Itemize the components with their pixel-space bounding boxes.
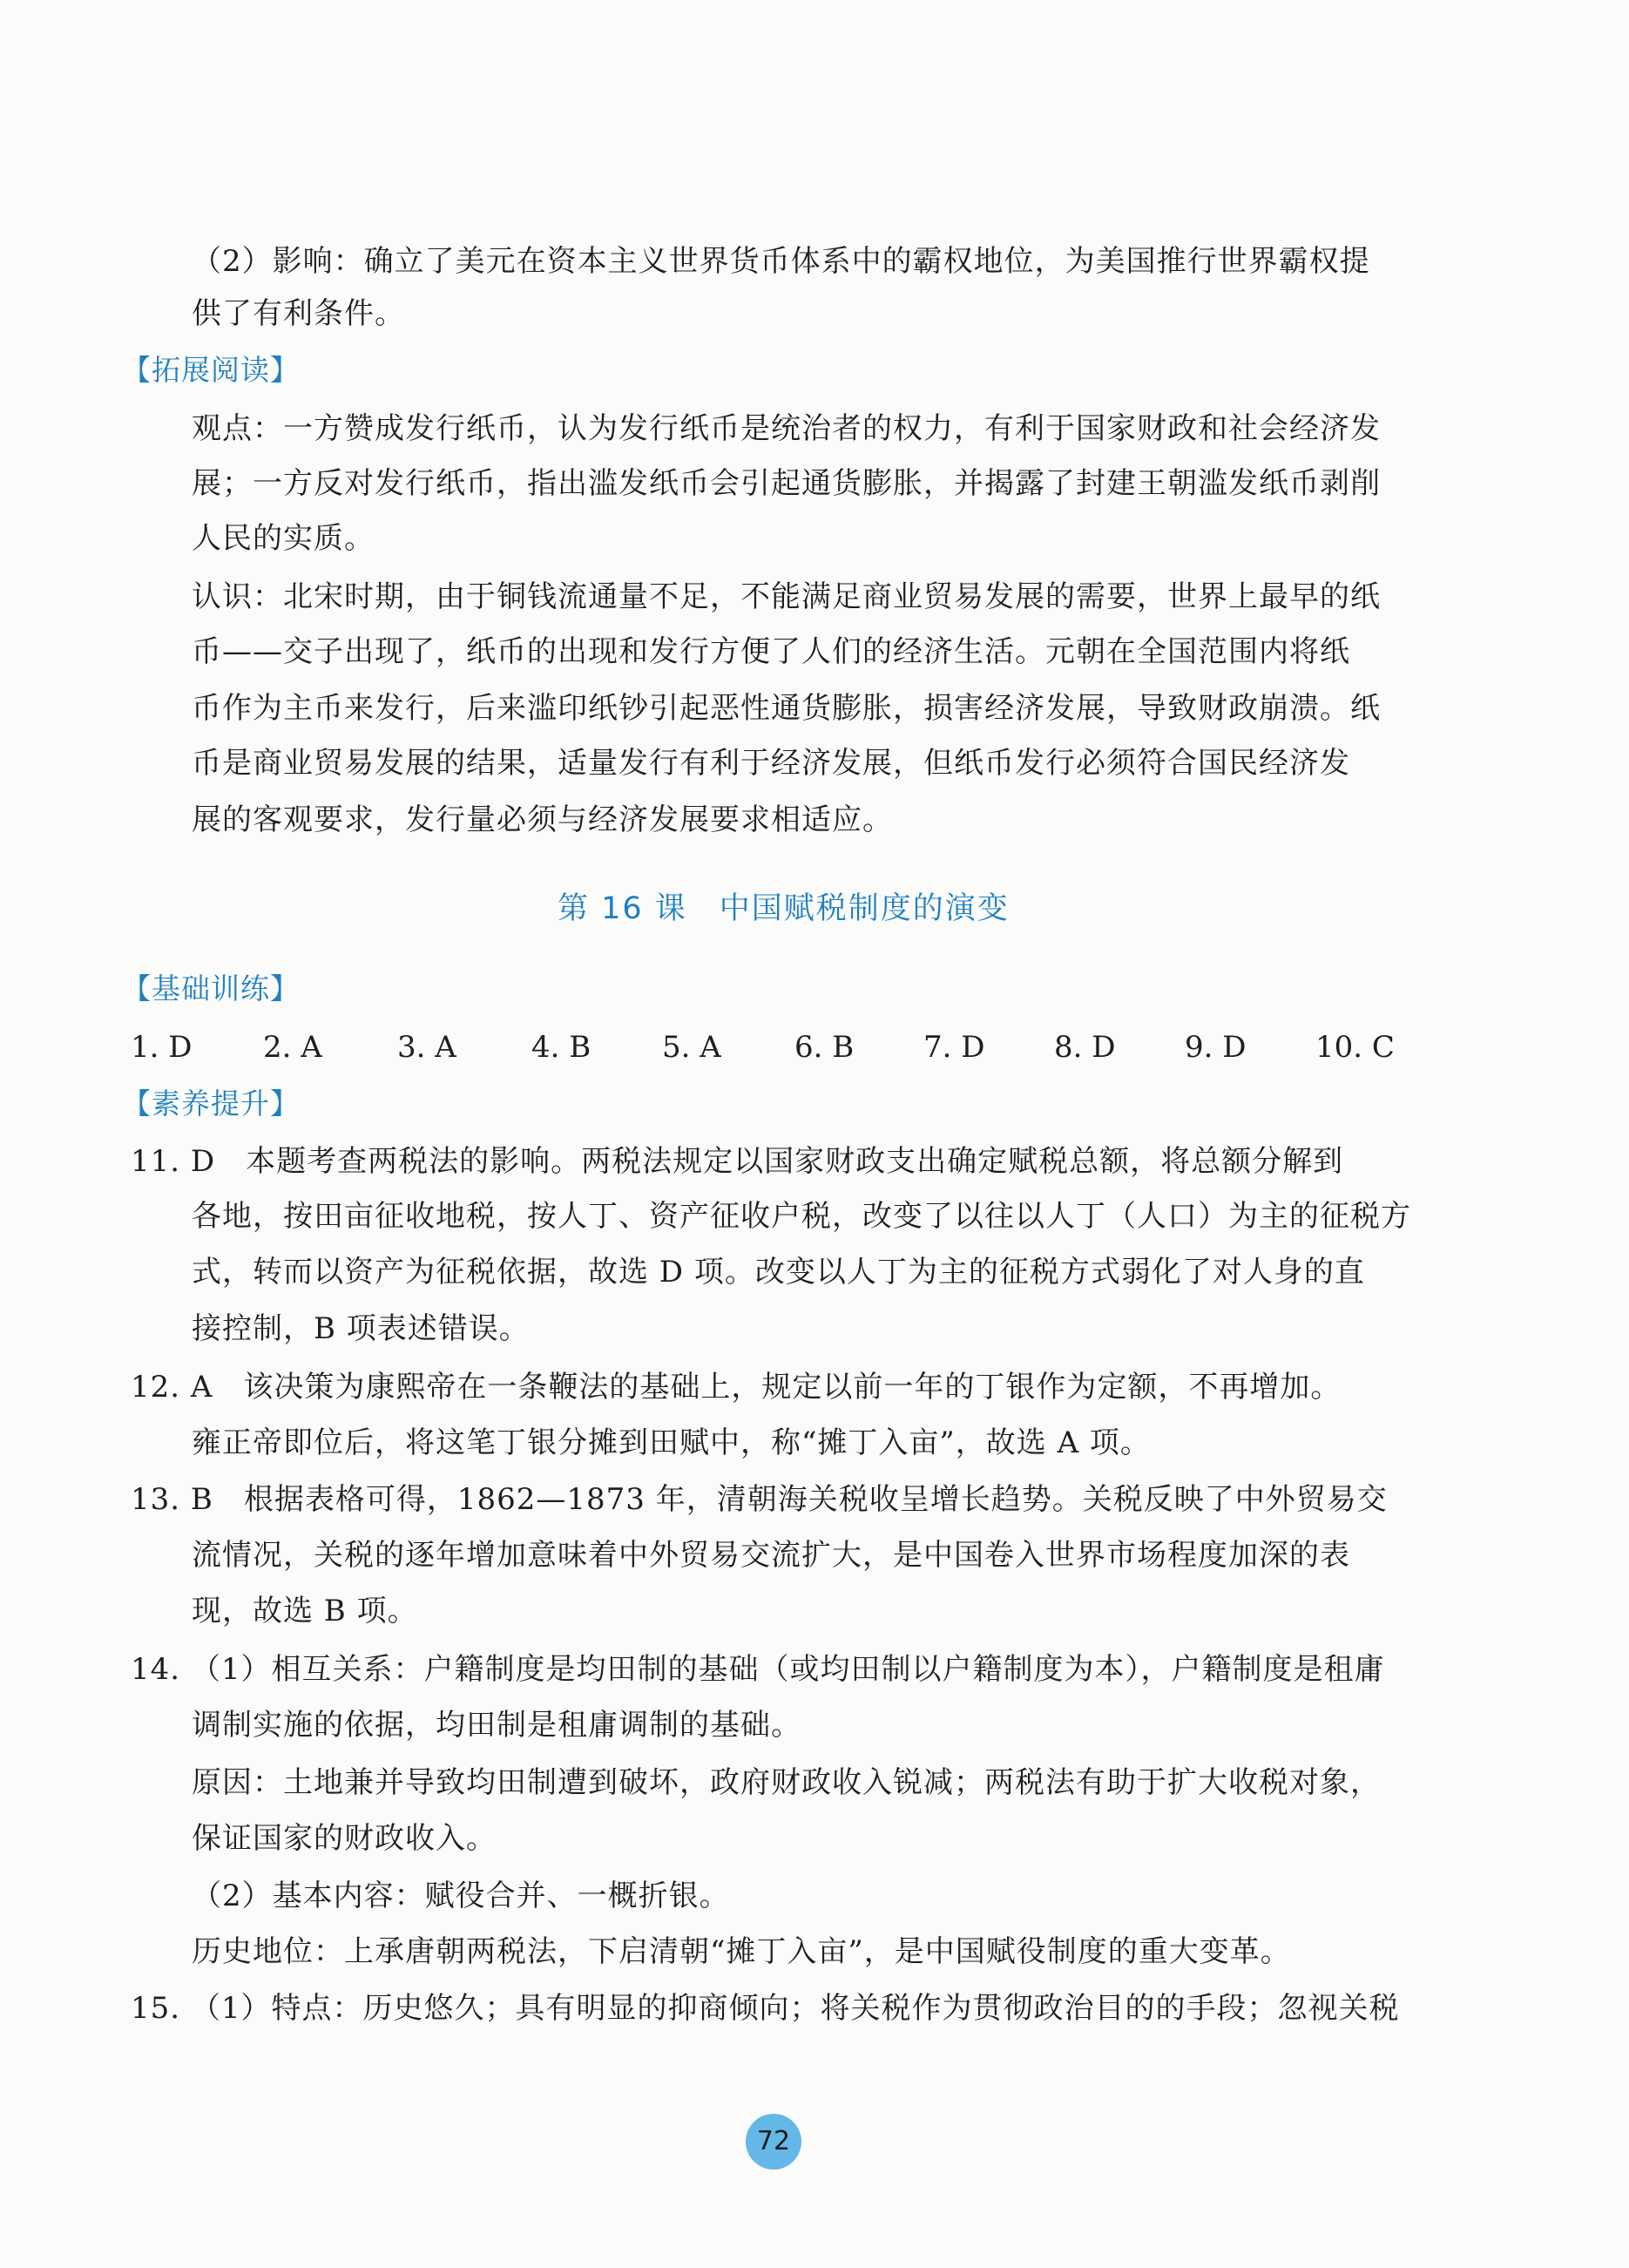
answer-item: 3. A xyxy=(397,1030,456,1065)
text-line: 流情况，关税的逐年增加意味着中外贸易交流扩大，是中国卷入世界市场程度加深的表 xyxy=(192,1538,1350,1573)
text-line: （2）影响：确立了美元在资本主义世界货币体系中的霸权地位，为美国推行世界霸权提 xyxy=(192,244,1370,279)
text-line: 币是商业贸易发展的结果，适量发行有利于经济发展，但纸币发行必须符合国民经济发 xyxy=(192,746,1350,781)
section-header-literacy-improvement: 【素养提升】 xyxy=(122,1087,300,1120)
text-line: （2）基本内容：赋役合并、一概折银。 xyxy=(192,1879,730,1913)
answer-item: 9. D xyxy=(1185,1030,1247,1065)
text-line: 观点：一方赞成发行纸币，认为发行纸币是统治者的权力，有利于国家财政和社会经济发 xyxy=(192,411,1381,446)
page-number-badge: 72 xyxy=(746,2114,801,2170)
text-line: 展；一方反对发行纸币，指出滥发纸币会引起通货膨胀，并揭露了封建王朝滥发纸币剥削 xyxy=(192,466,1381,501)
text-line: 式，转而以资产为征税依据，故选 D 项。改变以人丁为主的征税方式弱化了对人身的直 xyxy=(192,1255,1365,1290)
text-line: 历史地位：上承唐朝两税法，下启清朝“摊丁入亩”，是中国赋役制度的重大变革。 xyxy=(192,1934,1291,1969)
text-line: 雍正帝即位后，将这笔丁银分摊到田赋中，称“摊丁入亩”，故选 A 项。 xyxy=(192,1425,1151,1460)
text-line: 接控制，B 项表述错误。 xyxy=(192,1311,530,1346)
answer-item: 10. C xyxy=(1315,1030,1395,1065)
text-line: 币作为主币来发行，后来滥印纸钞引起恶性通货膨胀，损害经济发展，导致财政崩溃。纸 xyxy=(192,691,1381,726)
text-line: 调制实施的依据，均田制是租庸调制的基础。 xyxy=(192,1708,801,1743)
text-line: 展的客观要求，发行量必须与经济发展要求相适应。 xyxy=(192,802,893,837)
text-line: 11. D 本题考查两税法的影响。两税法规定以国家财政支出确定赋税总额，将总额分解到 xyxy=(131,1144,1344,1179)
text-line: 原因：土地兼并导致均田制遭到破坏，政府财政收入锐减；两税法有助于扩大收税对象， xyxy=(192,1765,1381,1800)
lesson-title: 第 16 课 中国赋税制度的演变 xyxy=(558,891,1010,926)
answer-item: 5. A xyxy=(662,1030,721,1065)
section-header-extended-reading: 【拓展阅读】 xyxy=(122,353,300,387)
text-line: 14. （1）相互关系：户籍制度是均田制的基础（或均田制以户籍制度为本），户籍制度是租庸 xyxy=(131,1652,1385,1687)
answer-item: 1. D xyxy=(131,1030,193,1065)
text-line: 认识：北宋时期，由于铜钱流通量不足，不能满足商业贸易发展的需要，世界上最早的纸 xyxy=(192,579,1381,614)
text-line: 保证国家的财政收入。 xyxy=(192,1821,497,1856)
text-line: 供了有利条件。 xyxy=(192,296,405,331)
answer-item: 8. D xyxy=(1054,1030,1116,1065)
text-line: 现，故选 B 项。 xyxy=(192,1594,418,1628)
text-line: 13. B 根据表格可得，1862—1873 年，清朝海关税收呈增长趋势。关税反映了中外贸易交 xyxy=(131,1482,1388,1517)
text-line: 12. A 该决策为康熙帝在一条鞭法的基础上，规定以前一年的丁银作为定额，不再增加。 xyxy=(131,1370,1342,1405)
answer-item: 7. D xyxy=(923,1030,985,1065)
text-line: 各地，按田亩征收地税，按人丁、资产征收户税，改变了以往以人丁（人口）为主的征税方 xyxy=(192,1199,1411,1234)
answer-item: 2. A xyxy=(263,1030,322,1065)
text-line: 币——交子出现了，纸币的出现和发行方便了人们的经济生活。元朝在全国范围内将纸 xyxy=(192,634,1350,669)
text-line: 人民的实质。 xyxy=(192,521,375,556)
answer-item: 4. B xyxy=(531,1030,591,1065)
answer-item: 6. B xyxy=(794,1030,855,1065)
section-header-basic-training: 【基础训练】 xyxy=(122,972,300,1005)
text-line: 15. （1）特点：历史悠久；具有明显的抑商倾向；将关税作为贯彻政治目的的手段；忽视关税 xyxy=(131,1991,1400,2026)
